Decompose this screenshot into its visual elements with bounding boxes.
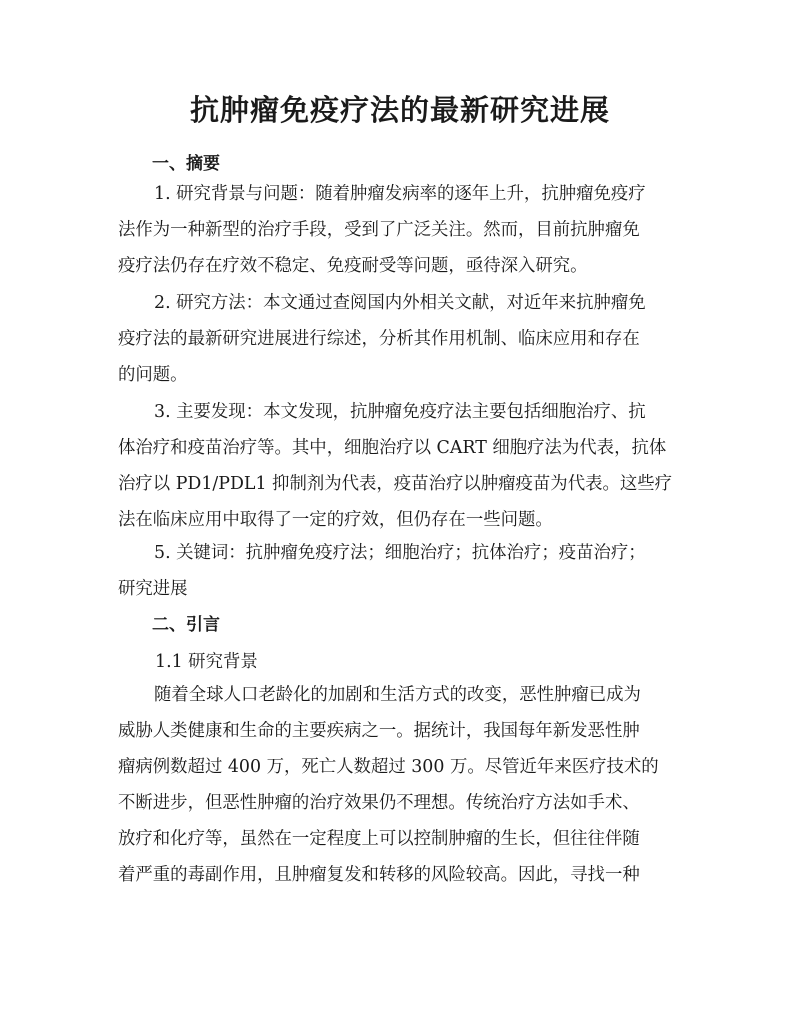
text-line: 瘤病例数超过 400 万，死亡人数超过 300 万。尽管近年来医疗技术的 xyxy=(118,757,659,777)
document-title: 抗肿瘤免疫疗法的最新研究进展 xyxy=(189,93,610,127)
text-line: 疫疗法的最新研究进展进行综述，分析其作用机制、临床应用和存在 xyxy=(118,329,640,349)
text-line: 治疗以 PD1/PDL1 抑制剂为代表，疫苗治疗以肿瘤疫苗为代表。这些疗 xyxy=(118,474,673,494)
abstract-paragraph-keywords xyxy=(118,535,684,607)
introduction-paragraph xyxy=(118,677,684,893)
abstract-paragraph-methods xyxy=(118,285,684,393)
text-line: 2. 研究方法：本文通过查阅国内外相关文献，对近年来抗肿瘤免 xyxy=(154,293,646,313)
text-line: 着严重的毒副作用，且肿瘤复发和转移的风险较高。因此，寻找一种 xyxy=(118,865,640,885)
text-line: 研究进展 xyxy=(118,579,188,599)
section-heading-introduction: 二、引言 xyxy=(152,615,220,635)
text-line: 3. 主要发现：本文发现，抗肿瘤免疫疗法主要包括细胞治疗、抗 xyxy=(154,402,646,422)
text-line: 体治疗和疫苗治疗等。其中，细胞治疗以 CART 细胞疗法为代表，抗体 xyxy=(118,438,667,458)
text-line: 5. 关键词：抗肿瘤免疫疗法；细胞治疗；抗体治疗；疫苗治疗； xyxy=(154,543,646,563)
text-line: 放疗和化疗等，虽然在一定程度上可以控制肿瘤的生长，但往往伴随 xyxy=(118,829,640,849)
text-line: 1. 研究背景与问题：随着肿瘤发病率的逐年上升，抗肿瘤免疫疗 xyxy=(154,184,646,204)
abstract-paragraph-background xyxy=(118,176,684,284)
section-heading-abstract: 一、摘要 xyxy=(152,154,220,174)
abstract-paragraph-findings xyxy=(118,394,684,538)
text-line: 不断进步，但恶性肿瘤的治疗效果仍不理想。传统治疗方法如手术、 xyxy=(118,793,640,813)
subsection-heading-background: 1.1 研究背景 xyxy=(155,652,258,672)
text-line: 法作为一种新型的治疗手段，受到了广泛关注。然而，目前抗肿瘤免 xyxy=(118,220,640,240)
text-line: 疫疗法仍存在疗效不稳定、免疫耐受等问题，亟待深入研究。 xyxy=(118,256,588,276)
text-line: 法在临床应用中取得了一定的疗效，但仍存在一些问题。 xyxy=(118,510,553,530)
text-line: 随着全球人口老龄化的加剧和生活方式的改变，恶性肿瘤已成为 xyxy=(154,685,641,705)
text-line: 威胁人类健康和生命的主要疾病之一。据统计，我国每年新发恶性肿 xyxy=(118,721,640,741)
text-line: 的问题。 xyxy=(118,365,188,385)
